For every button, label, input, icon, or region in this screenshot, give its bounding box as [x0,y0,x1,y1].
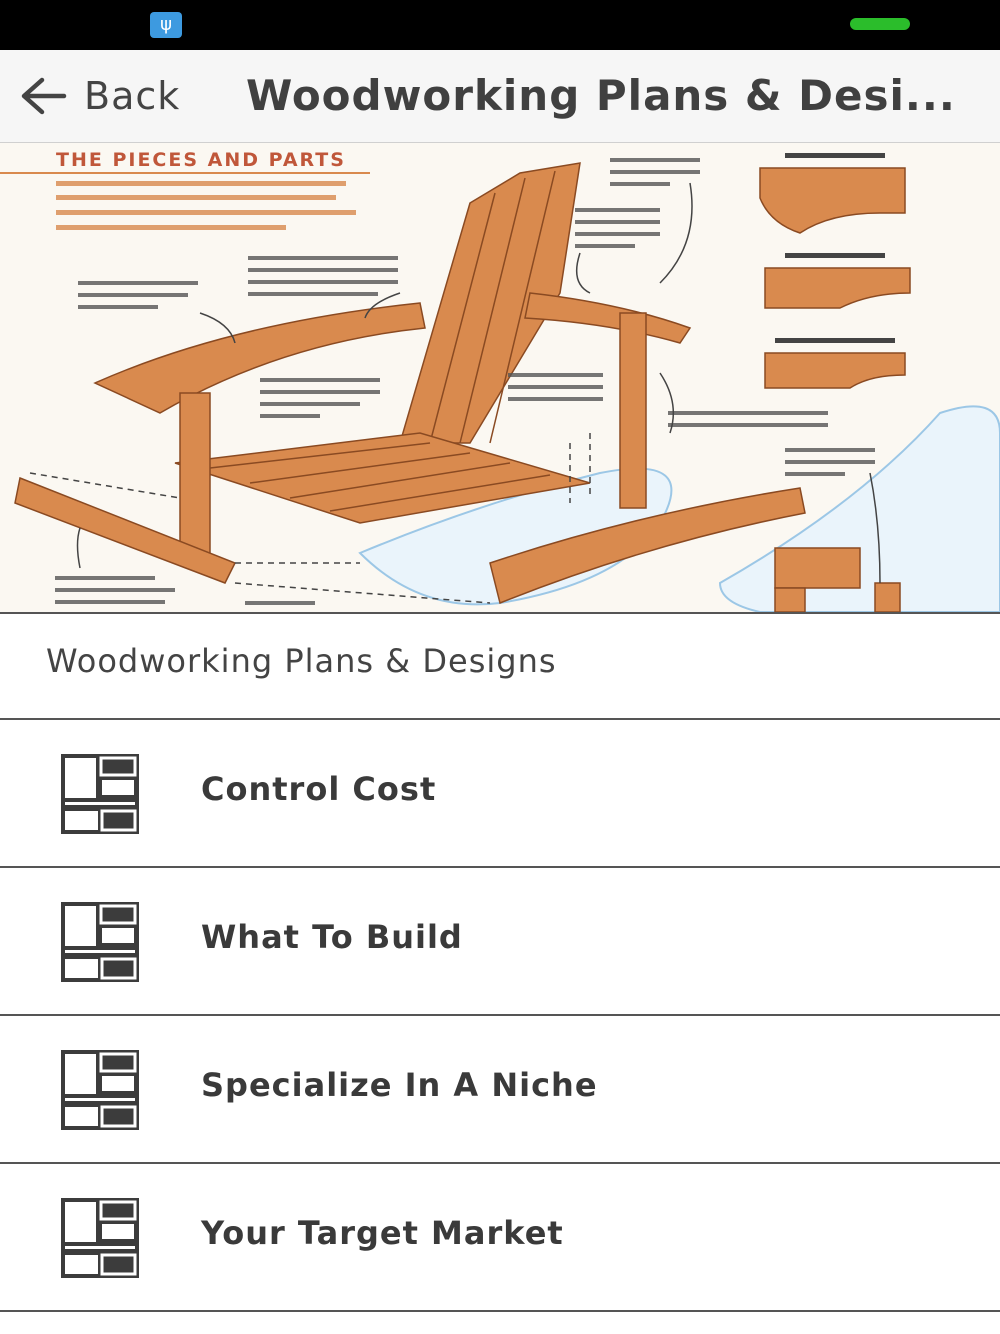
hero-heading: THE PIECES AND PARTS [56,149,346,171]
back-button[interactable] [18,70,180,122]
menu-list [0,720,1000,1312]
layout-grid-icon [60,1049,140,1131]
menu-item-label: Control Cost [201,770,437,808]
menu-item-specialize-in-a-niche[interactable] [0,1016,1000,1164]
chair-plan-illustration [0,143,1000,612]
layout-grid-icon [60,1197,140,1279]
back-label: Back [84,74,181,118]
menu-item-label: Specialize In A Niche [201,1066,598,1104]
layout-grid-icon [60,753,140,835]
status-bar [0,0,1000,50]
menu-item-what-to-build[interactable] [0,868,1000,1016]
menu-item-your-target-market[interactable] [0,1164,1000,1312]
usb-icon: ψ [150,12,182,38]
menu-item-control-cost[interactable] [0,720,1000,868]
back-arrow-icon [18,76,68,116]
section-header [0,612,1000,720]
menu-item-label: Your Target Market [201,1214,564,1252]
battery-icon [850,18,910,30]
page-title: Woodworking Plans & Desi... [246,71,956,120]
hero-image [0,143,1000,614]
layout-grid-icon [60,901,140,983]
app-bar [0,50,1000,143]
section-title: Woodworking Plans & Designs [46,642,557,680]
menu-item-label: What To Build [201,918,463,956]
